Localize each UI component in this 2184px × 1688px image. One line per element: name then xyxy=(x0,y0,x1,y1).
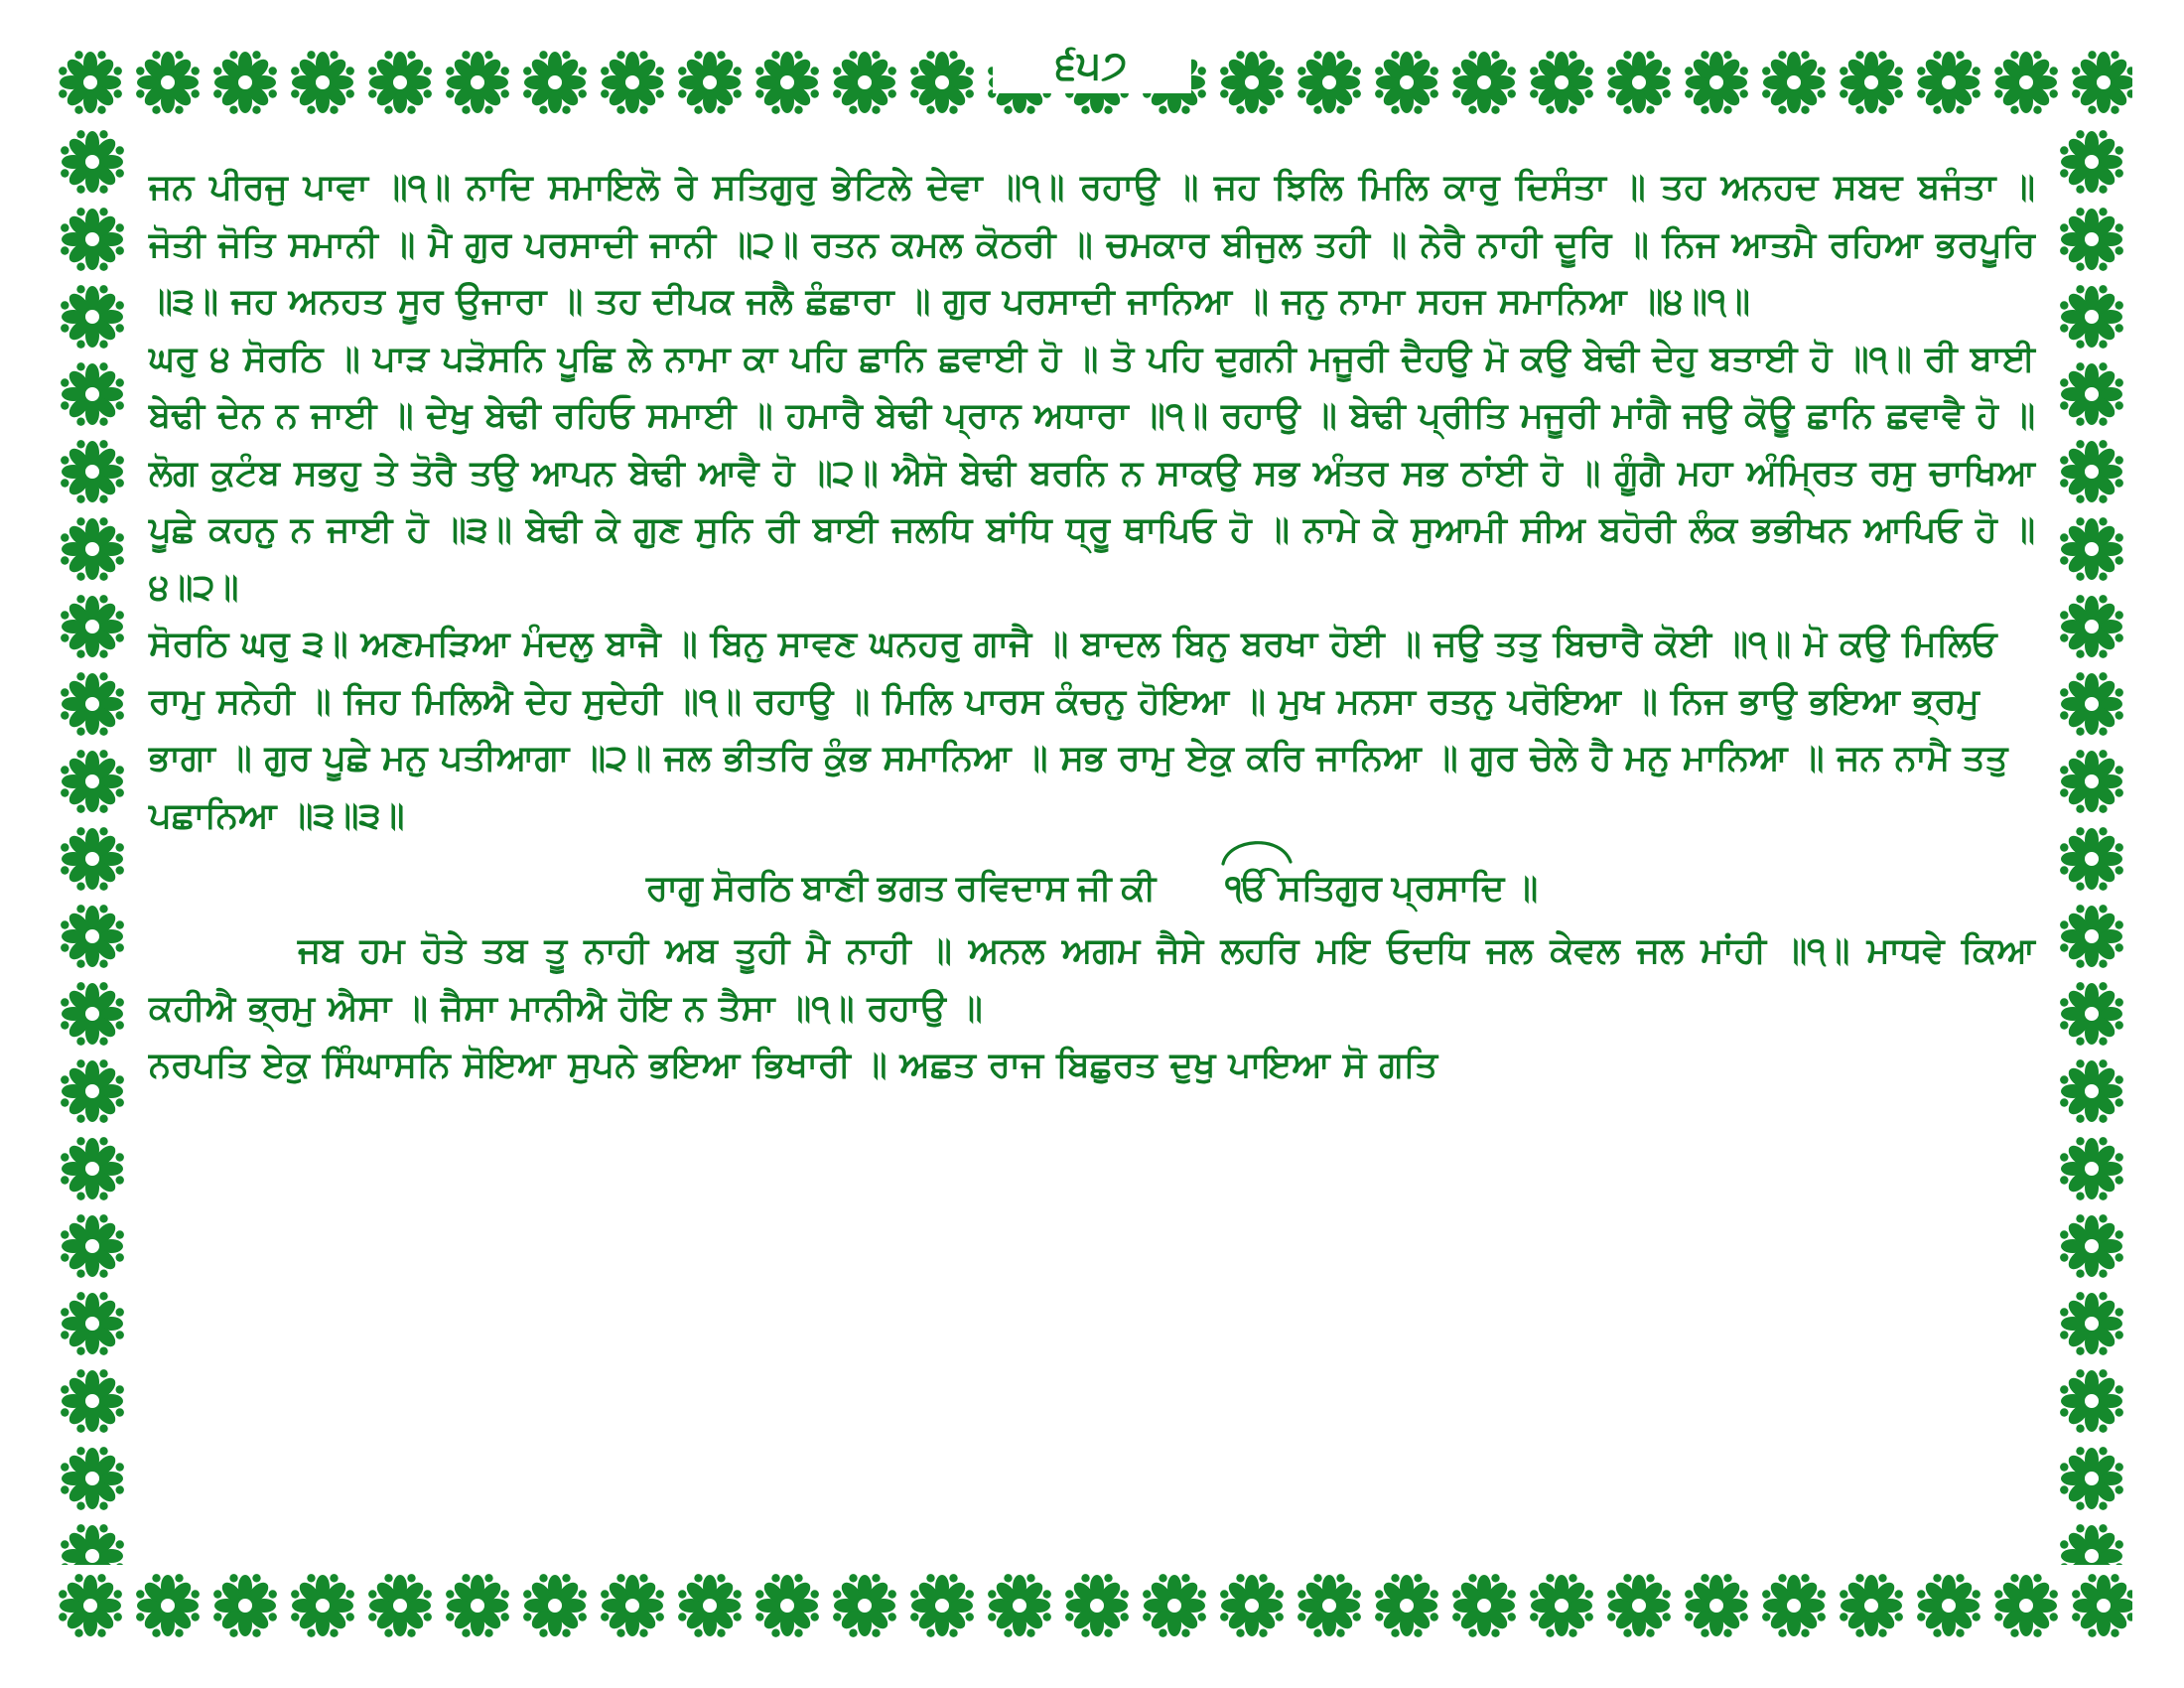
floral-rosette-icon xyxy=(1523,44,1600,121)
floral-rosette-icon xyxy=(54,665,131,743)
floral-rosette-icon xyxy=(1445,1567,1523,1644)
floral-rosette-icon xyxy=(54,1053,131,1130)
floral-rosette-icon xyxy=(54,1362,131,1440)
mool-mantar-text: ੴ ਸਤਿਗੁਰ ਪ੍ਰਸਾਦਿ ॥ xyxy=(1225,868,1539,908)
floral-rosette-icon xyxy=(2053,1285,2130,1362)
floral-rosette-icon xyxy=(671,44,749,121)
floral-rosette-icon xyxy=(2053,278,2130,355)
verse-line: ਜਬ ਹਮ ਹੋਤੇ ਤਬ ਤੂ ਨਾਹੀ ਅਬ ਤੂਹੀ ਮੈ ਨਾਹੀ ॥ ਅਨਲ ਅਗਮ ਜੈਸੇ ਲਹਰਿ ਮਇ ਓਦਧਿ ਜਲ ਕੇਵਲ ਜਲ ਮਾਂਹੀ ॥੧॥ ਮਾਧਵੇ ਕਿਆ ਕਹੀਐ ਭ੍ਰਮੁ ਐਸਾ ॥ ਜੈਸਾ ਮਾਨੀਐ ਹੋਇ ਨ ਤੈਸਾ ॥੧॥ ਰਹਾਉ ॥ xyxy=(149,930,2035,1028)
floral-rosette-icon xyxy=(52,1567,129,1644)
floral-rosette-icon xyxy=(1136,1567,1213,1644)
floral-rosette-icon xyxy=(54,975,131,1053)
post-heading-verses xyxy=(149,922,2035,1094)
floral-rosette-icon xyxy=(1600,44,1678,121)
floral-rosette-icon xyxy=(361,1567,439,1644)
floral-rosette-icon xyxy=(2053,1362,2130,1440)
page-number: ੬੫੭ xyxy=(993,40,1191,93)
floral-rosette-icon xyxy=(2053,1130,2130,1207)
floral-rosette-icon xyxy=(1755,1567,1833,1644)
floral-rosette-icon xyxy=(2053,355,2130,433)
verse-line: ਨਰਪਤਿ ਏਕੁ ਸਿੰਘਾਸਨਿ ਸੋਇਆ ਸੁਪਨੇ ਭਇਆ ਭਿਖਾਰੀ ॥ ਅਛਤ ਰਾਜ ਬਿਛੁਰਤ ਦੁਖੁ ਪਾਇਆ ਸੋ ਗਤਿ xyxy=(149,1045,1438,1085)
border-band-right xyxy=(2051,123,2132,1565)
floral-rosette-icon xyxy=(1291,44,1368,121)
floral-rosette-icon xyxy=(516,1567,594,1644)
floral-rosette-icon xyxy=(54,1440,131,1517)
floral-rosette-icon xyxy=(129,44,206,121)
floral-rosette-icon xyxy=(1368,1567,1445,1644)
raag-heading xyxy=(149,862,2035,914)
floral-rosette-icon xyxy=(749,44,826,121)
border-band-bottom xyxy=(52,1565,2132,1646)
floral-rosette-icon xyxy=(54,1285,131,1362)
floral-rosette-icon xyxy=(1213,1567,1291,1644)
verse-line: ਸੋਰਠਿ ਘਰੁ ੩॥ ਅਣਮੜਿਆ ਮੰਦਲੁ ਬਾਜੈ ॥ ਬਿਨੁ ਸਾਵਣ ਘਨਹਰੁ ਗਾਜੈ ॥ ਬਾਦਲ ਬਿਨੁ ਬਰਖਾ ਹੋਈ ॥ ਜਉ ਤਤੁ ਬਿਚਾਰੈ ਕੋਈ ॥੧॥ ਮੋ ਕਉ ਮਿਲਿਓ ਰਾਮੁ ਸਨੇਹੀ ॥ ਜਿਹ ਮਿਲਿਐ ਦੇਹ ਸੁਦੇਹੀ ॥੧॥ ਰਹਾਉ ॥ ਮਿਲਿ ਪਾਰਸ ਕੰਚਨੁ ਹੋਇਆ ॥ ਮੁਖ ਮਨਸਾ ਰਤਨੁ ਪਰੋਇਆ ॥ ਨਿਜ ਭਾਉ ਭਇਆ ਭ੍ਰਮੁ ਭਾਗਾ ॥ ਗੁਰ ਪੂਛੇ ਮਨੁ ਪਤੀਆਗਾ ॥੨॥ ਜਲ ਭੀਤਰਿ ਕੁੰਭ ਸਮਾਨਿਆ ॥ ਸਭ ਰਾਮੁ ਏਕੁ ਕਰਿ ਜਾਨਿਆ ॥ ਗੁਰ ਚੇਲੇ ਹੈ ਮਨੁ ਮਾਨਿਆ ॥ ਜਨ ਨਾਮੈ ਤਤੁ ਪਛਾਨਿਆ ॥੩॥੩॥ xyxy=(149,624,2008,835)
floral-rosette-icon xyxy=(54,588,131,665)
floral-rosette-icon xyxy=(1755,44,1833,121)
floral-rosette-icon xyxy=(1910,1567,1987,1644)
floral-rosette-icon xyxy=(2053,1440,2130,1517)
floral-rosette-icon xyxy=(2053,201,2130,278)
floral-rosette-icon xyxy=(1368,44,1445,121)
floral-rosette-icon xyxy=(54,1207,131,1285)
floral-rosette-icon xyxy=(671,1567,749,1644)
mool-mantar xyxy=(1225,862,1538,914)
floral-rosette-icon xyxy=(1987,1567,2065,1644)
floral-rosette-icon xyxy=(1058,1567,1136,1644)
floral-rosette-icon xyxy=(1291,1567,1368,1644)
floral-rosette-icon xyxy=(2065,44,2132,121)
floral-rosette-icon xyxy=(826,44,903,121)
floral-rosette-icon xyxy=(439,44,516,121)
floral-rosette-icon xyxy=(2053,1207,2130,1285)
floral-rosette-icon xyxy=(2053,1053,2130,1130)
floral-rosette-icon xyxy=(2053,433,2130,510)
floral-rosette-icon xyxy=(54,1130,131,1207)
floral-rosette-icon xyxy=(2053,743,2130,820)
floral-rosette-icon xyxy=(1600,1567,1678,1644)
floral-rosette-icon xyxy=(54,743,131,820)
floral-rosette-icon xyxy=(206,44,284,121)
page-content xyxy=(149,159,2035,1539)
floral-rosette-icon xyxy=(1833,1567,1910,1644)
floral-rosette-icon xyxy=(2053,665,2130,743)
floral-rosette-icon xyxy=(2053,975,2130,1053)
floral-rosette-icon xyxy=(903,1567,981,1644)
floral-rosette-icon xyxy=(594,44,671,121)
floral-rosette-icon xyxy=(594,1567,671,1644)
floral-rosette-icon xyxy=(2053,1517,2130,1565)
floral-rosette-icon xyxy=(1445,44,1523,121)
verse-line: ਘਰੁ ੪ ਸੋਰਠਿ ॥ ਪਾੜ ਪੜੋਸਨਿ ਪੂਛਿ ਲੇ ਨਾਮਾ ਕਾ ਪਹਿ ਛਾਨਿ ਛਵਾਈ ਹੋ ॥ ਤੋ ਪਹਿ ਦੁਗਨੀ ਮਜੂਰੀ ਦੈਹਉ ਮੋ ਕਉ ਬੇਢੀ ਦੇਹੁ ਬਤਾਈ ਹੋ ॥੧॥ ਰੀ ਬਾਈ ਬੇਢੀ ਦੇਨ ਨ ਜਾਈ ॥ ਦੇਖੁ ਬੇਢੀ ਰਹਿਓ ਸਮਾਈ ॥ ਹਮਾਰੈ ਬੇਢੀ ਪ੍ਰਾਨ ਅਧਾਰਾ ॥੧॥ ਰਹਾਉ ॥ ਬੇਢੀ ਪ੍ਰੀਤਿ ਮਜੂਰੀ ਮਾਂਗੈ ਜਉ ਕੋਊ ਛਾਨਿ ਛਵਾਵੈ ਹੋ ॥ ਲੋਗ ਕੁਟੰਬ ਸਭਹੁ ਤੇ ਤੋਰੈ ਤਉ ਆਪਨ ਬੇਢੀ ਆਵੈ ਹੋ ॥੨॥ ਐਸੋ ਬੇਢੀ ਬਰਨਿ ਨ ਸਾਕਉ ਸਭ ਅੰਤਰ ਸਭ ਠਾਂਈ ਹੋ ॥ ਗੂੰਗੈ ਮਹਾ ਅੰਮ੍ਰਿਤ ਰਸੁ ਚਾਖਿਆ ਪੂਛੇ ਕਹਨੁ ਨ ਜਾਈ ਹੋ ॥੩॥ ਬੇਢੀ ਕੇ ਗੁਣ ਸੁਨਿ ਰੀ ਬਾਈ ਜਲਧਿ ਬਾਂਧਿ ਧ੍ਰੂ ਥਾਪਿਓ ਹੋ ॥ ਨਾਮੇ ਕੇ ਸੁਆਮੀ ਸੀਅ ਬਹੋਰੀ ਲੰਕ ਭਭੀਖਨ ਆਪਿਓ ਹੋ ॥੪॥੨॥ xyxy=(149,338,2035,607)
floral-rosette-icon xyxy=(54,278,131,355)
raag-heading-title: ਰਾਗੁ ਸੋਰਠਿ ਬਾਣੀ ਭਗਤ ਰਵਿਦਾਸ ਜੀ ਕੀ xyxy=(645,868,1157,908)
floral-rosette-icon xyxy=(2053,123,2130,201)
floral-rosette-icon xyxy=(1678,44,1755,121)
floral-rosette-icon xyxy=(54,510,131,588)
floral-rosette-icon xyxy=(516,44,594,121)
floral-rosette-icon xyxy=(1213,44,1291,121)
floral-rosette-icon xyxy=(54,898,131,975)
floral-rosette-icon xyxy=(1910,44,1987,121)
floral-rosette-icon xyxy=(54,355,131,433)
floral-rosette-icon xyxy=(284,1567,361,1644)
floral-rosette-icon xyxy=(129,1567,206,1644)
floral-rosette-icon xyxy=(749,1567,826,1644)
floral-rosette-icon xyxy=(52,44,129,121)
floral-rosette-icon xyxy=(1833,44,1910,121)
floral-rosette-icon xyxy=(361,44,439,121)
floral-rosette-icon xyxy=(981,1567,1058,1644)
floral-rosette-icon xyxy=(2053,588,2130,665)
floral-rosette-icon xyxy=(54,201,131,278)
floral-rosette-icon xyxy=(2053,898,2130,975)
floral-rosette-icon xyxy=(54,433,131,510)
floral-rosette-icon xyxy=(1987,44,2065,121)
floral-rosette-icon xyxy=(826,1567,903,1644)
floral-rosette-icon xyxy=(54,1517,131,1565)
floral-rosette-icon xyxy=(284,44,361,121)
floral-rosette-icon xyxy=(206,1567,284,1644)
verse-body xyxy=(149,159,2035,844)
floral-rosette-icon xyxy=(54,123,131,201)
floral-rosette-icon xyxy=(2065,1567,2132,1644)
border-band-left xyxy=(52,123,133,1565)
floral-rosette-icon xyxy=(2053,820,2130,898)
floral-rosette-icon xyxy=(2053,510,2130,588)
floral-rosette-icon xyxy=(903,44,981,121)
floral-rosette-icon xyxy=(1678,1567,1755,1644)
floral-rosette-icon xyxy=(1523,1567,1600,1644)
floral-rosette-icon xyxy=(439,1567,516,1644)
verse-line: ਜਨ ਪੀਰਜੁ ਪਾਵਾ ॥੧॥ ਨਾਦਿ ਸਮਾਇਲੋ ਰੇ ਸਤਿਗੁਰੁ ਭੇਟਿਲੇ ਦੇਵਾ ॥੧॥ ਰਹਾਉ ॥ ਜਹ ਝਿਲਿ ਮਿਲਿ ਕਾਰੁ ਦਿਸੰਤਾ ॥ ਤਹ ਅਨਹਦ ਸਬਦ ਬਜੰਤਾ ॥ ਜੋਤੀ ਜੋਤਿ ਸਮਾਨੀ ॥ ਮੈ ਗੁਰ ਪਰਸਾਦੀ ਜਾਨੀ ॥੨॥ ਰਤਨ ਕਮਲ ਕੋਠਰੀ ॥ ਚਮਕਾਰ ਬੀਜੁਲ ਤਹੀ ॥ ਨੇਰੈ ਨਾਹੀ ਦੂਰਿ ॥ ਨਿਜ ਆਤਮੈ ਰਹਿਆ ਭਰਪੂਰਿ ॥੩॥ ਜਹ ਅਨਹਤ ਸੂਰ ਉਜਾਰਾ ॥ ਤਹ ਦੀਪਕ ਜਲੈ ਛੰਛਾਰਾ ॥ ਗੁਰ ਪਰਸਾਦੀ ਜਾਨਿਆ ॥ ਜਨੁ ਨਾਮਾ ਸਹਜ ਸਮਾਨਿਆ ॥੪॥੧॥ xyxy=(149,167,2035,321)
floral-rosette-icon xyxy=(54,820,131,898)
